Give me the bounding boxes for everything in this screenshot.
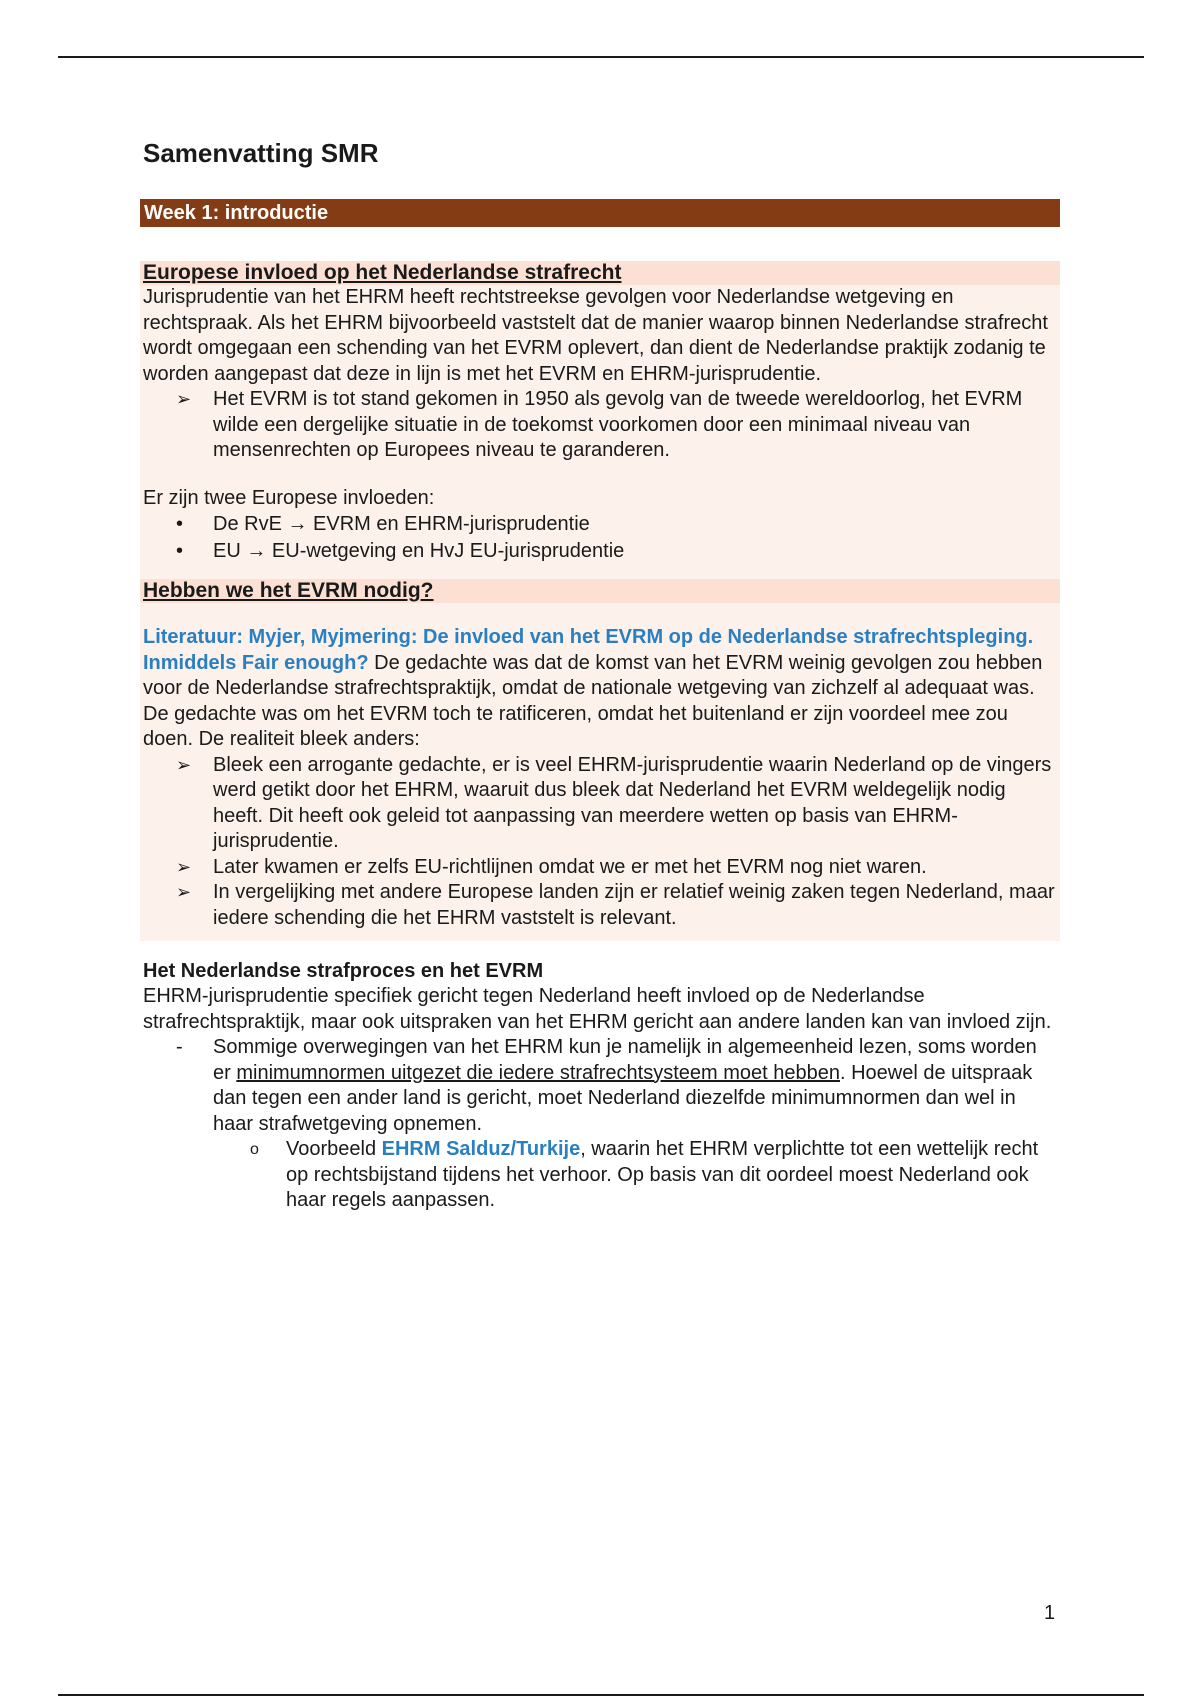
list-item-text: , waarin het EHRM verplichtte tot een wettelijk recht op rechtsbijstand tijdens het verhoor. Op basis van dit oordeel moest Nederland ook haar regels aanpassen. bbox=[286, 1138, 1039, 1211]
list-item bbox=[213, 511, 1060, 538]
footer-rule bbox=[58, 1694, 1144, 1696]
paragraph: EHRM-jurisprudentie specifiek gericht tegen Nederland heeft invloed op de Nederlandse strafrechtspraktijk, maar ook uitspraken van het EHRM gericht aan andere landen kan van invloed zijn. bbox=[143, 985, 1052, 1033]
list-item bbox=[213, 538, 1060, 565]
section-heading: Europese invloed op het Nederlandse strafrecht bbox=[140, 261, 1060, 285]
paragraph bbox=[140, 625, 1060, 753]
sub-list bbox=[213, 1137, 1060, 1214]
paragraph: Jurisprudentie van het EHRM heeft rechtstreekse gevolgen voor Nederlandse wetgeving en rechtspraak. Als het EHRM bijvoorbeeld vaststelt dat de manier waarop binnen Nederlandse strafrecht wordt omgegaan een schending van het EVRM oplevert, dan dient de Nederlandse praktijk zodanig te worden aangepast dat deze in lijn is met het EVRM en EHRM-jurisprudentie. bbox=[143, 286, 1048, 385]
list-item-definition: EVRM en EHRM-jurisprudentie bbox=[313, 513, 590, 535]
list-item bbox=[286, 1137, 1060, 1214]
list-item bbox=[213, 1035, 1060, 1214]
document-title: Samenvatting SMR bbox=[143, 138, 379, 168]
arrow-right-icon: → bbox=[246, 540, 267, 562]
underlined-text: minimumnormen uitgezet die iedere strafrechtsysteem moet hebben bbox=[236, 1061, 840, 1084]
page-number: 1 bbox=[1044, 1602, 1056, 1624]
bullet-list bbox=[140, 511, 1060, 565]
list-item-term: EU bbox=[213, 540, 241, 562]
literature-reference: Literatuur: Myjer, Myjmering: De invloed van het EVRM op de Nederlandse strafrechtspleging. Inmiddels Fair enough? bbox=[143, 626, 1034, 674]
list-item: ➢ Bleek een arrogante gedachte, er is veel EHRM-jurisprudentie waarin Nederland op de vingers werd getikt door het EHRM, waaruit dus bleek dat Nederland het EVRM weldegelijk nodig heeft. Dit heeft ook geleid tot aanpassing van meerdere wetten op basis van EHRM-jurisprudentie. bbox=[213, 753, 1060, 855]
list-item-text: Voorbeeld bbox=[286, 1138, 382, 1160]
week-heading-bar: Week 1: introductie bbox=[140, 199, 1060, 227]
section-european-influence bbox=[140, 261, 1060, 941]
arrow-right-icon: → bbox=[287, 513, 308, 535]
case-reference: EHRM Salduz/Turkije bbox=[381, 1138, 581, 1160]
list-item: ➢ In vergelijking met andere Europese landen zijn er relatief weinig zaken tegen Nederland, maar iedere schending die het EHRM vaststelt is relevant. bbox=[213, 880, 1060, 931]
page-content bbox=[140, 138, 1060, 1214]
list-item-text: . Hoewel de uitspraak dan tegen een ander land is gericht, moet Nederland diezelfde minimumnormen dan wel in haar strafwetgeving opnemen. bbox=[213, 1061, 1033, 1135]
paragraph-text: De gedachte was dat de komst van het EVRM weinig gevolgen zou hebben voor de Nederlandse strafrechtspraktijk, omdat de nationale wetgeving van zichzelf al adequaat was. De gedachte was om het EVRM toch te ratificeren, omdat het buitenland er zijn voordeel mee zou doen. De realiteit bleek anders: bbox=[143, 651, 1043, 750]
list-item-text: Sommige overwegingen van het EHRM kun je namelijk in algemeenheid lezen, soms worden er bbox=[213, 1036, 1037, 1084]
list-item: ➢ Later kwamen er zelfs EU-richtlijnen omdat we er met het EVRM nog niet waren. bbox=[213, 855, 1060, 881]
dash-list bbox=[140, 1035, 1060, 1214]
section-heading: Hebben we het EVRM nodig? bbox=[140, 579, 1060, 603]
list-item-definition: EU-wetgeving en HvJ EU-jurisprudentie bbox=[271, 540, 625, 562]
list-item-term: De RvE bbox=[213, 513, 282, 535]
section-heading: Het Nederlandse strafproces en het EVRM bbox=[143, 960, 544, 982]
arrow-list bbox=[140, 387, 1060, 464]
header-rule bbox=[58, 56, 1144, 58]
arrow-list bbox=[140, 753, 1060, 932]
list-item: ➢ Het EVRM is tot stand gekomen in 1950 als gevolg van de tweede wereldoorlog, het EVRM wilde een dergelijke situatie in de toekomst voorkomen door een minimaal niveau van mensenrechten op Europees niveau te garanderen. bbox=[213, 387, 1060, 464]
paragraph: Er zijn twee Europese invloeden: bbox=[143, 486, 435, 509]
